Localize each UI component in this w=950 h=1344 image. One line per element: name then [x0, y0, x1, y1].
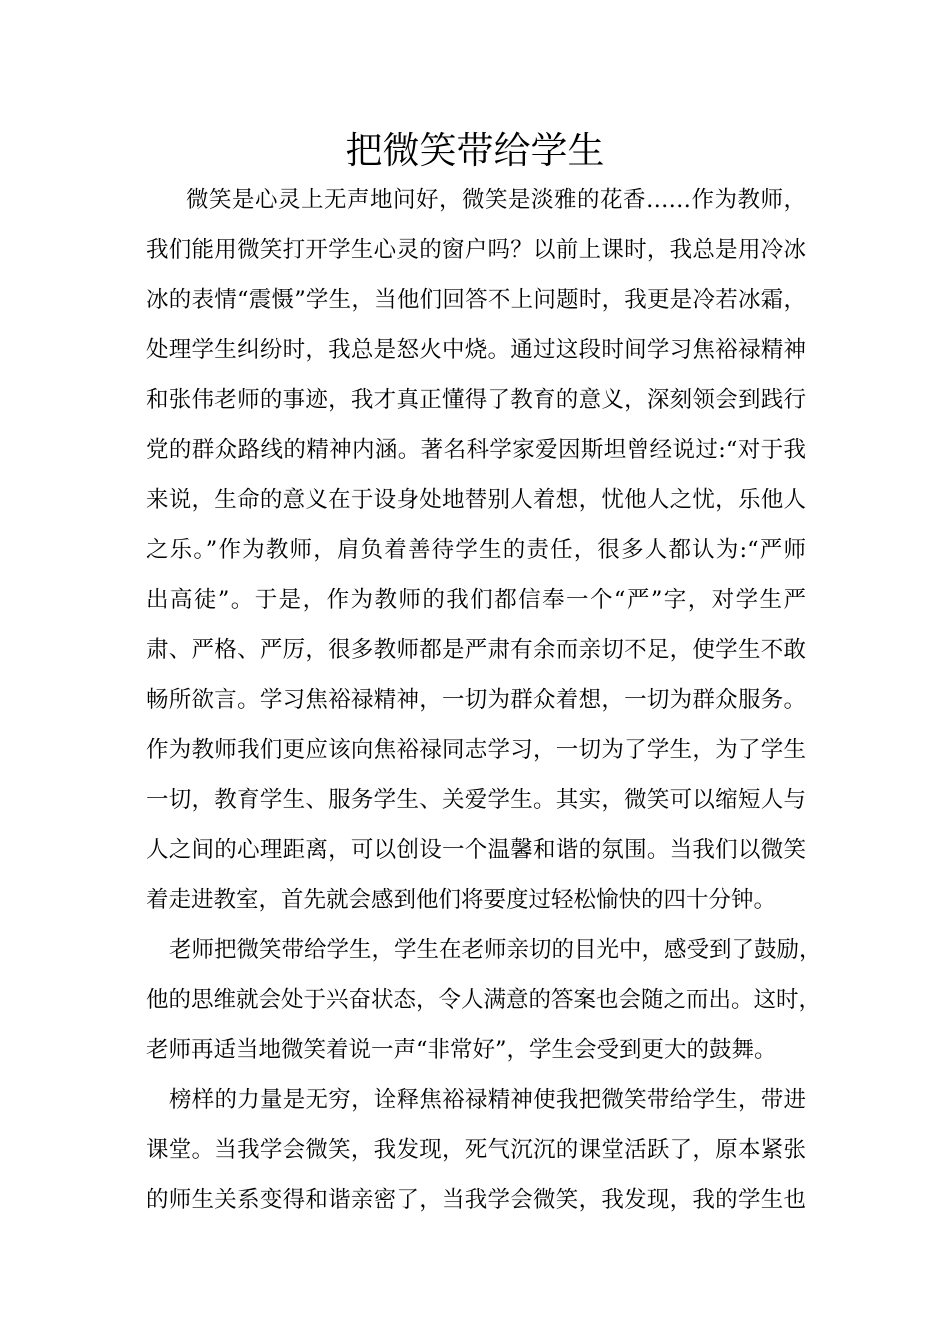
paragraph-line: 微笑是心灵上无声地问好，微笑是淡雅的花香……作为教师，: [186, 187, 806, 213]
paragraph-line: 冰的表情“震慑”学生，当他们回答不上问题时，我更是冷若冰霜，: [146, 287, 806, 313]
paragraph-line: 的师生关系变得和谐亲密了，当我学会微笑，我发现，我的学生也: [146, 1187, 806, 1213]
paragraph-line: 着走进教室，首先就会感到他们将要度过轻松愉快的四十分钟。: [146, 887, 777, 913]
paragraph-line: 人之间的心理距离，可以创设一个温馨和谐的氛围。当我们以微笑: [146, 837, 806, 863]
paragraph-line: 老师再适当地微笑着说一声“非常好”，学生会受到更大的鼓舞。: [146, 1037, 777, 1063]
paragraph-line: 一切，教育学生、服务学生、关爱学生。其实，微笑可以缩短人与: [146, 787, 806, 813]
paragraph-line: 畅所欲言。学习焦裕禄精神，一切为群众着想，一切为群众服务。: [146, 687, 806, 713]
paragraph-line: 处理学生纠纷时，我总是怒火中烧。通过这段时间学习焦裕禄精神: [146, 337, 806, 363]
paragraph-line: 肃、严格、严厉，很多教师都是严肃有余而亲切不足，使学生不敢: [146, 637, 806, 663]
paragraph-line: 他的思维就会处于兴奋状态，令人满意的答案也会随之而出。这时，: [146, 987, 822, 1013]
document-title: 把微笑带给学生: [345, 129, 605, 172]
paragraph-line: 榜样的力量是无穷，诠释焦裕禄精神使我把微笑带给学生，带进: [169, 1087, 806, 1113]
paragraph-line: 出高徒”。于是，作为教师的我们都信奉一个“严”字，对学生严: [146, 587, 806, 613]
paragraph-line: 之乐。”作为教师，肩负着善待学生的责任，很多人都认为:“严师: [146, 537, 806, 563]
paragraph-line: 来说，生命的意义在于设身处地替别人着想，忧他人之忧，乐他人: [146, 487, 806, 513]
paragraph-line: 党的群众路线的精神内涵。著名科学家爱因斯坦曾经说过:“对于我: [146, 437, 806, 463]
paragraph-line: 和张伟老师的事迹，我才真正懂得了教育的意义，深刻领会到践行: [146, 387, 806, 413]
paragraph-line: 作为教师我们更应该向焦裕禄同志学习，一切为了学生，为了学生: [146, 737, 806, 763]
paragraph-line: 课堂。当我学会微笑，我发现，死气沉沉的课堂活跃了，原本紧张: [146, 1137, 806, 1163]
paragraph-line: 老师把微笑带给学生，学生在老师亲切的目光中，感受到了鼓励，: [169, 937, 822, 963]
paragraph-line: 我们能用微笑打开学生心灵的窗户吗？以前上课时，我总是用冷冰: [146, 237, 806, 263]
